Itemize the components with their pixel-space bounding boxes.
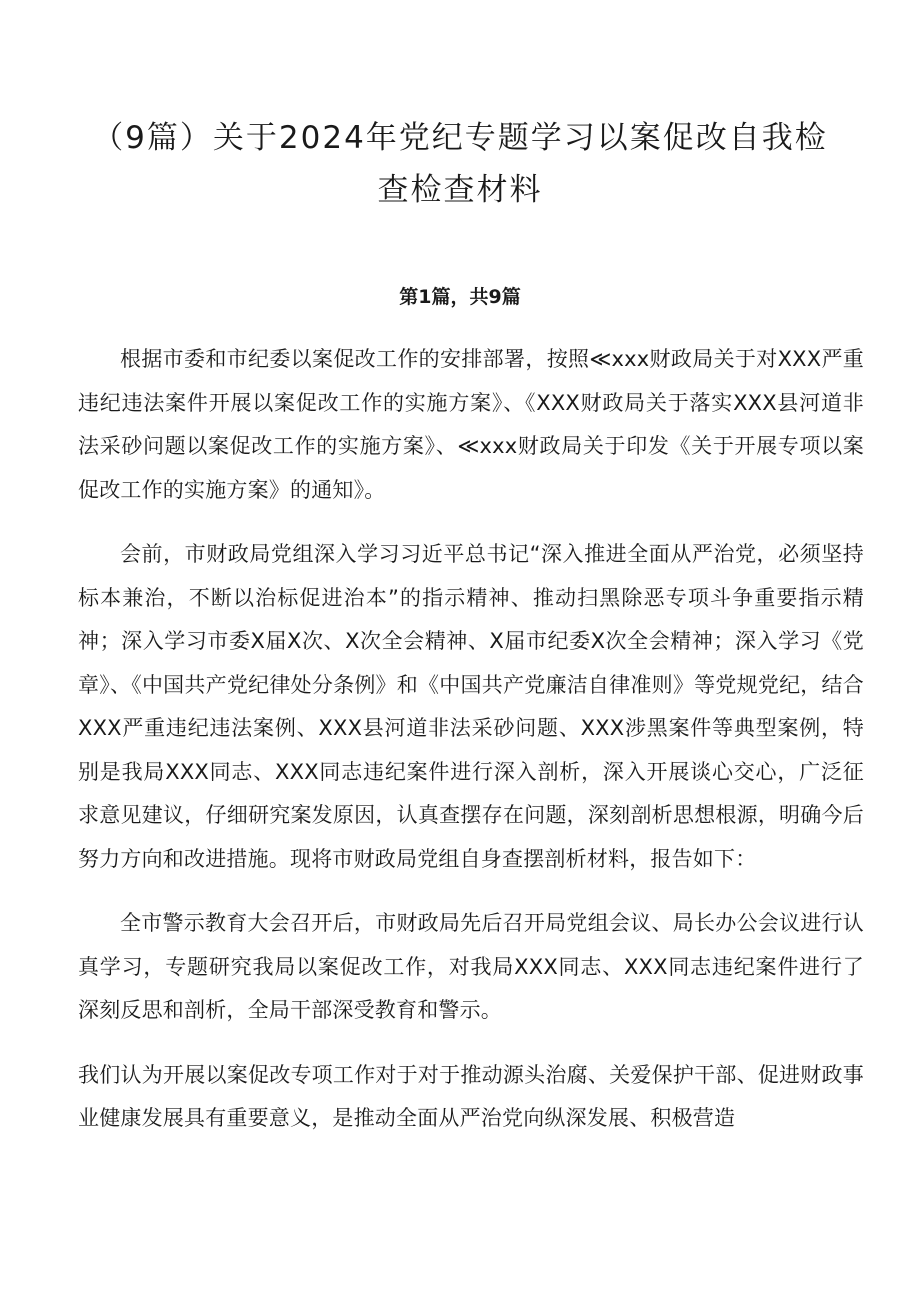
paragraph-2: 会前，市财政局党组深入学习习近平总书记“深入推进全面从严治党，必须坚持标本兼治，不断以治标促进治本”的指示精神、推动扫黑除恶专项斗争重要指示精神；深入学习市委X届X次、X次全会精神、X届市纪委X次全会精神；深入学习《党章》、《中国共产党纪律处分条例》和《中国共产党廉洁自律准则》等党规党纪，结合XXX严重违纪违法案例、XXX县河道非法采砂问题、XXX涉黑案件等典型案例，特别是我局XXX同志、XXX同志违纪案件进行深入剖析，深入开展谈心交心，广泛征求意见建议，仔细研究案发原因，认真查摆存在问题，深刻剖析思想根源，明确今后努力方向和改进措施。现将市财政局党组自身查摆剖析材料，报告如下： bbox=[78, 542, 864, 871]
paragraph-3: 全市警示教育大会召开后，市财政局先后召开局党组会议、局长办公会议进行认真学习，专题研究我局以案促改工作，对我局XXX同志、XXX同志违纪案件进行了深刻反思和剖析，全局干部深受教育和警示。 bbox=[78, 911, 864, 1022]
document-title-line-2: 查检查材料 bbox=[377, 172, 543, 208]
document-title bbox=[80, 112, 840, 216]
section-heading: 第1篇，共9篇 bbox=[399, 286, 521, 308]
document-body bbox=[78, 338, 864, 1162]
document-title-line-1: （9篇）关于2024年党纪专题学习以案促改自我检 bbox=[92, 120, 828, 156]
paragraph-4: 我们认为开展以案促改专项工作对于对于推动源头治腐、关爱保护干部、促进财政事业健康发展具有重要意义，是推动全面从严治党向纵深发展、积极营造 bbox=[78, 1062, 864, 1130]
paragraph-1: 根据市委和市纪委以案促改工作的安排部署，按照≪xxx财政局关于对XXX严重违纪违法案件开展以案促改工作的实施方案》、《XXX财政局关于落实XXX县河道非法采砂问题以案促改工作的实施方案》、≪xxx财政局关于印发《关于开展专项以案促改工作的实施方案》的通知》。 bbox=[78, 347, 864, 502]
